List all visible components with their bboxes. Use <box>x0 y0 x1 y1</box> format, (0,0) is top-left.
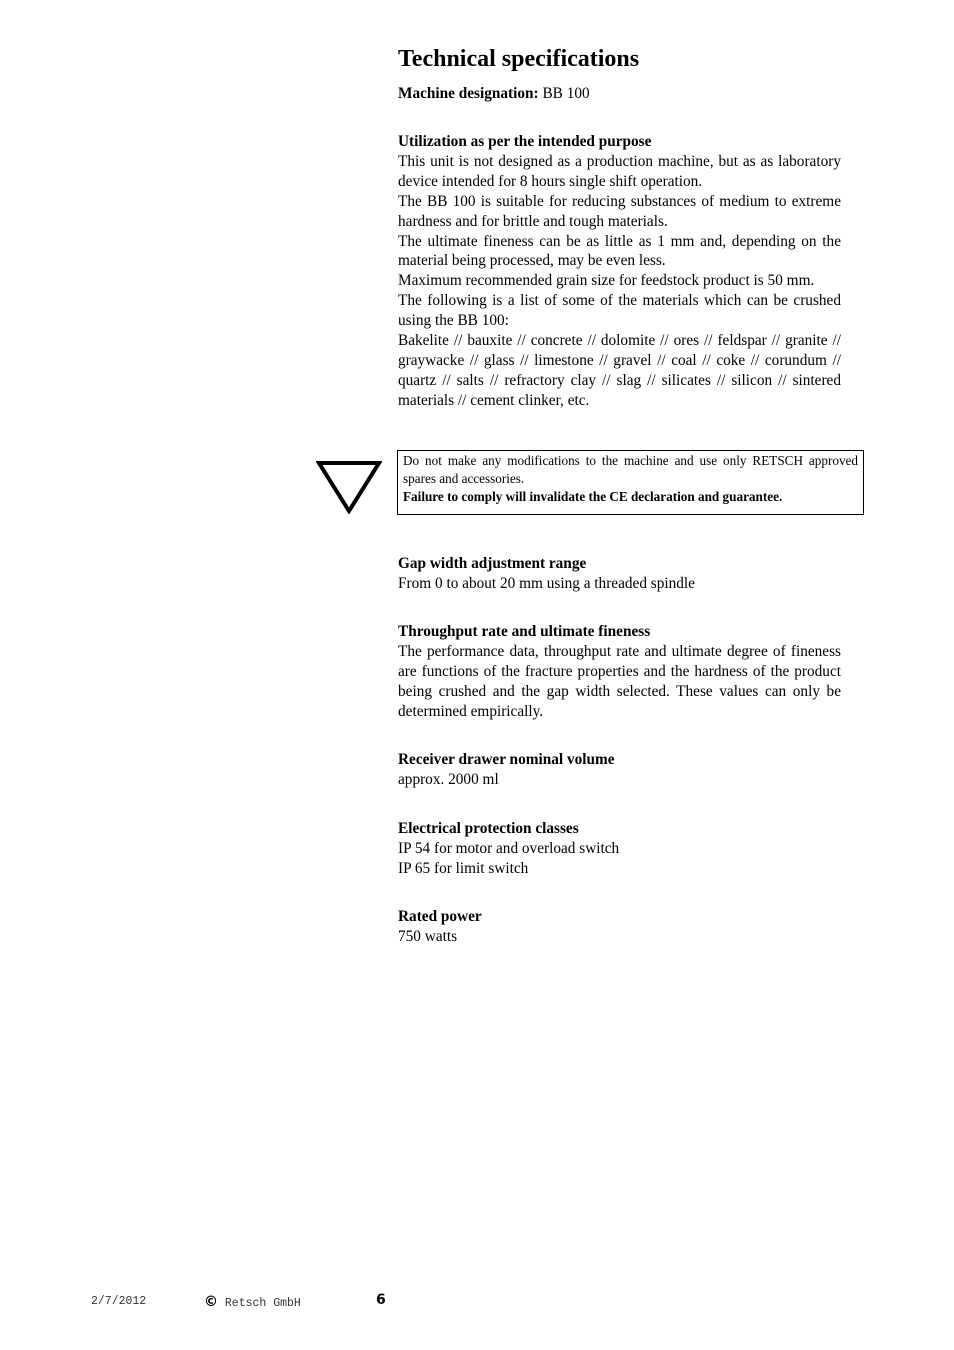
electrical-protection-line-1: IP 54 for motor and overload switch <box>398 839 620 857</box>
warning-notice-bold-text: Failure to comply will invalidate the CE declaration and guarantee. <box>403 489 783 504</box>
footer-copyright <box>204 1292 301 1314</box>
utilization-paragraph-3: The ultimate fineness can be as little as 1 mm and, depending on the material being processed, may be even less. <box>398 232 841 270</box>
machine-designation-label: Machine designation: <box>398 85 539 102</box>
footer-date: 2/7/2012 <box>91 1295 147 1308</box>
machine-designation-value: BB 100 <box>538 85 590 102</box>
utilization-paragraph-1: This unit is not designed as a production machine, but as as laboratory device intended for 8 hours single shift operation. <box>398 152 841 190</box>
utilization-paragraph-2: The BB 100 is suitable for reducing substances of medium to extreme hardness and for brittle and tough materials. <box>398 192 841 230</box>
gap-width-text: From 0 to about 20 mm using a threaded spindle <box>398 574 695 592</box>
utilization-heading: Utilization as per the intended purpose <box>398 133 652 150</box>
section-rated-power <box>398 907 841 947</box>
materials-list: Bakelite // bauxite // concrete // dolomite // ores // feldspar // granite // graywacke // glass // limestone // gravel // coal // coke // corundum // quartz // salts // refractory clay // slag // silicates // silicon // sintered materials // cement clinker, etc. <box>398 332 841 409</box>
warning-notice-box <box>397 450 864 515</box>
utilization-paragraph-4: Maximum recommended grain size for feedstock product is 50 mm. <box>398 272 815 290</box>
section-utilization <box>398 132 841 411</box>
machine-designation <box>398 84 841 104</box>
rated-power-text: 750 watts <box>398 927 458 945</box>
receiver-volume-text: approx. 2000 ml <box>398 770 499 788</box>
warning-triangle-icon <box>316 460 382 514</box>
copyright-icon: © <box>204 1294 218 1310</box>
throughput-text: The performance data, throughput rate and ultimate degree of fineness are functions of the fracture properties and the hardness of the product being crushed and the gap width selected. These values can only be determined empirically. <box>398 642 841 720</box>
rated-power-heading: Rated power <box>398 908 482 925</box>
page-title: Technical specifications <box>398 46 640 72</box>
electrical-protection-heading: Electrical protection classes <box>398 820 579 837</box>
warning-notice-text: Do not make any modifications to the machine and use only RETSCH approved spares and accessories. <box>403 453 858 486</box>
electrical-protection-line-2: IP 65 for limit switch <box>398 859 529 877</box>
section-gap-width <box>398 554 841 594</box>
utilization-paragraph-5: The following is a list of some of the materials which can be crushed using the BB 100: <box>398 292 841 330</box>
footer-company: Retsch GmbH <box>224 1297 301 1310</box>
page-number: 6 <box>376 1292 386 1308</box>
receiver-volume-heading: Receiver drawer nominal volume <box>398 751 615 768</box>
section-electrical-protection <box>398 819 841 879</box>
throughput-heading: Throughput rate and ultimate fineness <box>398 623 651 640</box>
gap-width-heading: Gap width adjustment range <box>398 555 587 572</box>
section-receiver-volume <box>398 750 841 790</box>
section-throughput <box>398 622 841 722</box>
